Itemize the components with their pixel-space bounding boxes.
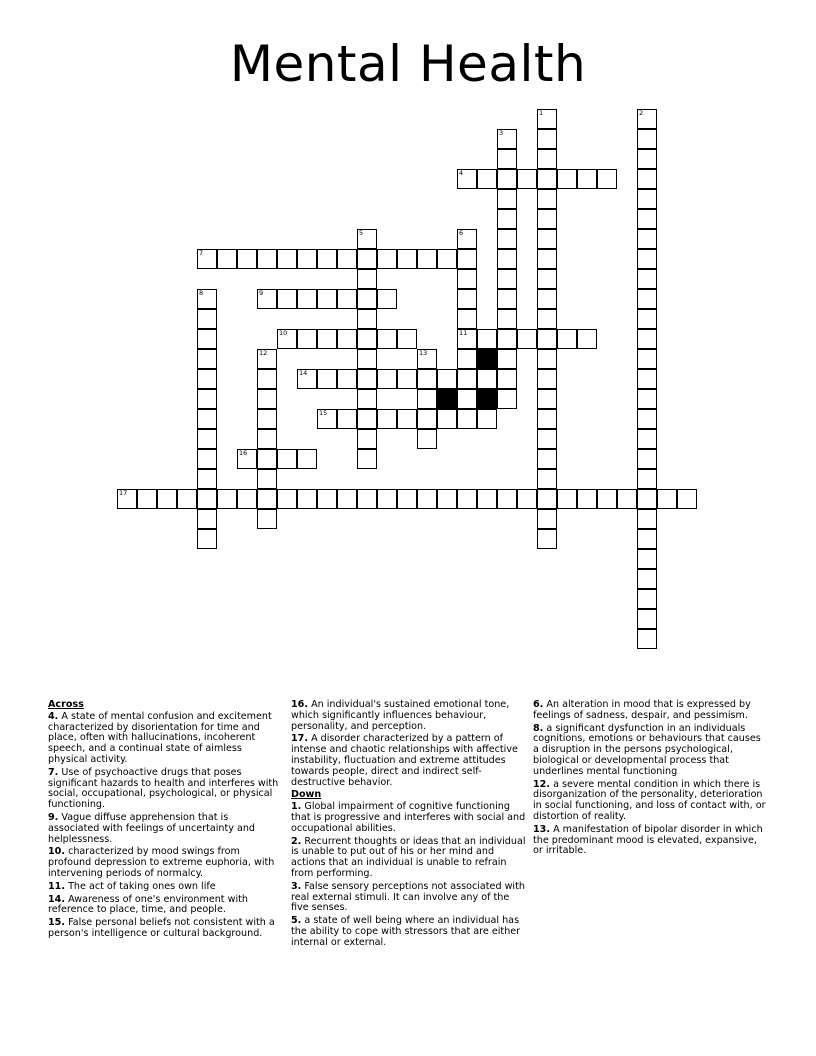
grid-cell[interactable] bbox=[477, 489, 497, 509]
grid-cell[interactable] bbox=[337, 249, 357, 269]
grid-cell[interactable] bbox=[237, 249, 257, 269]
grid-cell[interactable] bbox=[637, 349, 657, 369]
grid-block bbox=[477, 349, 497, 369]
grid-cell[interactable] bbox=[637, 329, 657, 349]
clue-number: 11. bbox=[48, 880, 65, 892]
grid-cell[interactable] bbox=[277, 489, 297, 509]
grid-cell[interactable] bbox=[197, 409, 217, 429]
grid-cell[interactable] bbox=[557, 169, 577, 189]
grid-cell[interactable] bbox=[457, 329, 477, 349]
grid-cell[interactable] bbox=[217, 249, 237, 269]
grid-cell[interactable] bbox=[357, 389, 377, 409]
grid-cell[interactable] bbox=[157, 489, 177, 509]
grid-cell[interactable] bbox=[357, 489, 377, 509]
grid-cell[interactable] bbox=[337, 369, 357, 389]
grid-cell[interactable] bbox=[257, 449, 277, 469]
grid-cell[interactable] bbox=[197, 429, 217, 449]
grid-cell[interactable] bbox=[577, 169, 597, 189]
clue-text: a state of well being where an individual has the ability to cope with stressors that are either internal or external. bbox=[291, 915, 521, 948]
clue-number: 7. bbox=[48, 766, 59, 778]
clue-across-10 bbox=[48, 847, 282, 879]
grid-cell[interactable] bbox=[317, 369, 337, 389]
cell-number: 9 bbox=[259, 289, 264, 297]
grid-cell[interactable] bbox=[197, 289, 217, 309]
clue-across-11 bbox=[48, 882, 282, 893]
grid-cell[interactable] bbox=[297, 289, 317, 309]
grid-cell[interactable] bbox=[637, 489, 657, 509]
clue-across-15 bbox=[48, 918, 282, 940]
grid-cell[interactable] bbox=[377, 249, 397, 269]
grid-cell[interactable] bbox=[477, 329, 497, 349]
grid-cell[interactable] bbox=[377, 489, 397, 509]
grid-cell[interactable] bbox=[257, 469, 277, 489]
grid-cell[interactable] bbox=[497, 489, 517, 509]
grid-cell[interactable] bbox=[537, 269, 557, 289]
grid-cell[interactable] bbox=[597, 169, 617, 189]
grid-cell[interactable] bbox=[457, 369, 477, 389]
grid-cell[interactable] bbox=[457, 309, 477, 329]
clue-number: 4. bbox=[48, 710, 59, 722]
grid-cell[interactable] bbox=[117, 489, 137, 509]
grid-cell[interactable] bbox=[357, 309, 377, 329]
cell-number: 4 bbox=[459, 169, 464, 177]
grid-cell[interactable] bbox=[137, 489, 157, 509]
clue-text: False sensory perceptions not associated with real external stimuli. It can involve any of the five senses. bbox=[291, 880, 525, 914]
grid-cell[interactable] bbox=[197, 329, 217, 349]
grid-cell[interactable] bbox=[457, 389, 477, 409]
grid-cell[interactable] bbox=[457, 349, 477, 369]
grid-cell[interactable] bbox=[397, 489, 417, 509]
cell-number: 11 bbox=[459, 329, 468, 337]
grid-cell[interactable] bbox=[537, 349, 557, 369]
grid-cell[interactable] bbox=[637, 549, 657, 569]
grid-cell[interactable] bbox=[177, 489, 197, 509]
grid-cell[interactable] bbox=[417, 409, 437, 429]
grid-cell[interactable] bbox=[537, 209, 557, 229]
grid-cell[interactable] bbox=[497, 329, 517, 349]
grid-cell[interactable] bbox=[257, 429, 277, 449]
grid-cell[interactable] bbox=[357, 369, 377, 389]
grid-cell[interactable] bbox=[537, 309, 557, 329]
grid-cell[interactable] bbox=[477, 409, 497, 429]
grid-cell[interactable] bbox=[537, 189, 557, 209]
grid-cell[interactable] bbox=[457, 289, 477, 309]
grid-cell[interactable] bbox=[637, 169, 657, 189]
grid-cell[interactable] bbox=[617, 489, 637, 509]
grid-cell[interactable] bbox=[237, 449, 257, 469]
clue-across-17 bbox=[291, 734, 527, 788]
clue-number: 16. bbox=[291, 699, 308, 710]
clue-down-5 bbox=[291, 916, 527, 948]
clue-text: A manifestation of bipolar disorder in which the predominant mood is elevated, expansive, or irritable. bbox=[533, 823, 763, 857]
clue-text: Global impairment of cognitive functioning that is progressive and interferes with social and occupational abilities. bbox=[291, 801, 526, 834]
grid-cell[interactable] bbox=[297, 329, 317, 349]
cell-number: 1 bbox=[539, 109, 544, 117]
grid-cell[interactable] bbox=[377, 409, 397, 429]
grid-cell[interactable] bbox=[637, 269, 657, 289]
grid-cell[interactable] bbox=[417, 489, 437, 509]
clue-across-4 bbox=[48, 712, 282, 766]
grid-cell[interactable] bbox=[277, 329, 297, 349]
clue-down-6 bbox=[533, 700, 769, 722]
grid-cell[interactable] bbox=[637, 409, 657, 429]
grid-cell[interactable] bbox=[357, 269, 377, 289]
grid-cell[interactable] bbox=[537, 169, 557, 189]
grid-cell[interactable] bbox=[377, 369, 397, 389]
grid-cell[interactable] bbox=[257, 509, 277, 529]
grid-cell[interactable] bbox=[497, 389, 517, 409]
grid-cell[interactable] bbox=[397, 409, 417, 429]
grid-cell[interactable] bbox=[637, 289, 657, 309]
grid-cell[interactable] bbox=[537, 529, 557, 549]
grid-cell[interactable] bbox=[557, 329, 577, 349]
grid-cell[interactable] bbox=[497, 229, 517, 249]
clue-across-14 bbox=[48, 895, 282, 917]
cell-number: 16 bbox=[239, 449, 248, 457]
grid-cell[interactable] bbox=[317, 409, 337, 429]
grid-cell[interactable] bbox=[437, 409, 457, 429]
clue-number: 9. bbox=[48, 811, 59, 823]
grid-cell[interactable] bbox=[677, 489, 697, 509]
clue-text: characterized by mood swings from profound depression to extreme euphoria, with intervening periods of normalcy. bbox=[48, 846, 275, 879]
clue-number: 8. bbox=[533, 722, 544, 734]
grid-cell[interactable] bbox=[537, 109, 557, 129]
grid-cell[interactable] bbox=[317, 329, 337, 349]
clue-across-9 bbox=[48, 813, 282, 845]
grid-cell[interactable] bbox=[497, 369, 517, 389]
grid-cell[interactable] bbox=[197, 469, 217, 489]
clue-text: Recurrent thoughts or ideas that an individual is unable to put out of his or her mind and actions that an individual is unable to refrain from performing. bbox=[291, 835, 526, 879]
grid-cell[interactable] bbox=[257, 489, 277, 509]
grid-cell[interactable] bbox=[517, 489, 537, 509]
clue-number: 14. bbox=[48, 893, 65, 905]
grid-cell[interactable] bbox=[197, 309, 217, 329]
clues-column-1 bbox=[48, 700, 282, 942]
clue-text: a significant dysfunction in an individuals cognitions, emotions or behaviours that causes a disruption in the persons psychological, biological or developmental process that underlines mental functioning bbox=[533, 722, 761, 777]
grid-cell[interactable] bbox=[537, 409, 557, 429]
grid-cell[interactable] bbox=[537, 449, 557, 469]
grid-cell[interactable] bbox=[437, 369, 457, 389]
grid-cell[interactable] bbox=[257, 369, 277, 389]
grid-cell[interactable] bbox=[297, 449, 317, 469]
grid-cell[interactable] bbox=[497, 349, 517, 369]
grid-cell[interactable] bbox=[637, 149, 657, 169]
clue-text: A state of mental confusion and excitement characterized by disorientation for time and place, often with hallucinations, incoherent speech, and a continual state of aimless physical activity. bbox=[48, 710, 272, 765]
cell-number: 8 bbox=[199, 289, 204, 297]
grid-cell[interactable] bbox=[357, 229, 377, 249]
grid-cell[interactable] bbox=[357, 249, 377, 269]
grid-cell[interactable] bbox=[457, 489, 477, 509]
grid-cell[interactable] bbox=[497, 189, 517, 209]
grid-cell[interactable] bbox=[537, 369, 557, 389]
grid-cell[interactable] bbox=[277, 249, 297, 269]
grid-cell[interactable] bbox=[297, 489, 317, 509]
clue-text: The act of taking ones own life bbox=[68, 880, 216, 892]
grid-cell[interactable] bbox=[557, 489, 577, 509]
grid-cell[interactable] bbox=[637, 129, 657, 149]
grid-cell[interactable] bbox=[457, 229, 477, 249]
grid-cell[interactable] bbox=[497, 209, 517, 229]
grid-cell[interactable] bbox=[357, 409, 377, 429]
grid-cell[interactable] bbox=[637, 569, 657, 589]
grid-cell[interactable] bbox=[657, 489, 677, 509]
grid-cell[interactable] bbox=[257, 409, 277, 429]
grid-cell[interactable] bbox=[637, 209, 657, 229]
clues-column-2 bbox=[291, 700, 527, 951]
grid-cell[interactable] bbox=[197, 449, 217, 469]
cell-number: 13 bbox=[419, 349, 428, 357]
grid-cell[interactable] bbox=[517, 329, 537, 349]
grid-cell[interactable] bbox=[637, 109, 657, 129]
grid-cell[interactable] bbox=[637, 609, 657, 629]
grid-cell[interactable] bbox=[297, 369, 317, 389]
grid-cell[interactable] bbox=[497, 249, 517, 269]
clue-number: 2. bbox=[291, 835, 302, 847]
grid-cell[interactable] bbox=[197, 349, 217, 369]
clue-down-12 bbox=[533, 780, 769, 823]
grid-cell[interactable] bbox=[437, 249, 457, 269]
grid-cell[interactable] bbox=[417, 249, 437, 269]
clue-text: False personal beliefs not consistent with a person's intelligence or cultural background. bbox=[48, 917, 275, 939]
grid-cell[interactable] bbox=[337, 409, 357, 429]
grid-cell[interactable] bbox=[477, 369, 497, 389]
clue-number: 1. bbox=[291, 801, 302, 813]
cell-number: 3 bbox=[499, 129, 504, 137]
grid-cell[interactable] bbox=[637, 629, 657, 649]
grid-cell[interactable] bbox=[477, 389, 497, 409]
grid-cell[interactable] bbox=[577, 489, 597, 509]
across-heading: Across bbox=[48, 699, 84, 710]
clue-text: An alteration in mood that is expressed by feelings of sadness, despair, and pessimism. bbox=[533, 699, 751, 721]
grid-cell[interactable] bbox=[337, 489, 357, 509]
grid-cell[interactable] bbox=[637, 529, 657, 549]
grid-cell[interactable] bbox=[337, 329, 357, 349]
grid-cell[interactable] bbox=[217, 489, 237, 509]
grid-cell[interactable] bbox=[537, 469, 557, 489]
clue-number: 13. bbox=[533, 823, 550, 835]
cell-number: 2 bbox=[639, 109, 644, 117]
clue-text: a severe mental condition in which there is disorganization of the personality, deterioration in social functioning, and loss of contact with, or distortion of reality. bbox=[533, 778, 766, 822]
clue-number: 10. bbox=[48, 846, 65, 858]
clue-across-16 bbox=[291, 700, 527, 732]
grid-cell[interactable] bbox=[317, 289, 337, 309]
cell-number: 10 bbox=[279, 329, 288, 337]
cell-number: 15 bbox=[319, 409, 328, 417]
cell-number: 17 bbox=[119, 489, 128, 497]
grid-cell[interactable] bbox=[417, 369, 437, 389]
grid-cell[interactable] bbox=[437, 489, 457, 509]
grid-cell[interactable] bbox=[637, 229, 657, 249]
clue-number: 12. bbox=[533, 778, 550, 790]
cell-number: 6 bbox=[459, 229, 464, 237]
clue-down-8 bbox=[533, 724, 769, 778]
grid-cell[interactable] bbox=[317, 489, 337, 509]
grid-cell[interactable] bbox=[497, 309, 517, 329]
grid-cell[interactable] bbox=[457, 269, 477, 289]
grid-block bbox=[437, 389, 457, 409]
grid-cell[interactable] bbox=[637, 249, 657, 269]
clue-text: Vague diffuse apprehension that is associated with feelings of uncertainty and helplessness. bbox=[48, 811, 256, 845]
grid-cell[interactable] bbox=[537, 489, 557, 509]
grid-cell[interactable] bbox=[397, 249, 417, 269]
grid-cell[interactable] bbox=[537, 149, 557, 169]
cell-number: 14 bbox=[299, 369, 308, 377]
grid-cell[interactable] bbox=[537, 289, 557, 309]
grid-cell[interactable] bbox=[637, 369, 657, 389]
grid-cell[interactable] bbox=[277, 289, 297, 309]
grid-cell[interactable] bbox=[237, 489, 257, 509]
grid-cell[interactable] bbox=[537, 509, 557, 529]
grid-cell[interactable] bbox=[537, 389, 557, 409]
grid-cell[interactable] bbox=[357, 449, 377, 469]
grid-cell[interactable] bbox=[337, 289, 357, 309]
grid-cell[interactable] bbox=[637, 309, 657, 329]
grid-cell[interactable] bbox=[497, 269, 517, 289]
clue-number: 6. bbox=[533, 699, 544, 710]
grid-cell[interactable] bbox=[497, 169, 517, 189]
grid-cell[interactable] bbox=[577, 329, 597, 349]
grid-cell[interactable] bbox=[197, 249, 217, 269]
cell-number: 12 bbox=[259, 349, 268, 357]
grid-cell[interactable] bbox=[477, 169, 497, 189]
clue-number: 17. bbox=[291, 733, 308, 745]
grid-cell[interactable] bbox=[197, 529, 217, 549]
grid-cell[interactable] bbox=[537, 129, 557, 149]
grid-cell[interactable] bbox=[637, 589, 657, 609]
clue-text: A disorder characterized by a pattern of intense and chaotic relationships with affective instability, fluctuation and extreme attitudes towards people, direct and indirect self-destructive behavior. bbox=[291, 733, 518, 788]
clue-number: 3. bbox=[291, 880, 302, 892]
grid-cell[interactable] bbox=[637, 429, 657, 449]
grid-cell[interactable] bbox=[497, 129, 517, 149]
grid-cell[interactable] bbox=[537, 429, 557, 449]
grid-cell[interactable] bbox=[517, 169, 537, 189]
grid-cell[interactable] bbox=[277, 449, 297, 469]
grid-cell[interactable] bbox=[417, 349, 437, 369]
grid-cell[interactable] bbox=[257, 349, 277, 369]
grid-cell[interactable] bbox=[497, 149, 517, 169]
grid-cell[interactable] bbox=[357, 349, 377, 369]
clue-text: An individual's sustained emotional tone, which significantly influences behaviour, personality, and perception. bbox=[291, 699, 510, 732]
grid-cell[interactable] bbox=[537, 329, 557, 349]
grid-cell[interactable] bbox=[257, 249, 277, 269]
clue-down-2 bbox=[291, 837, 527, 880]
grid-cell[interactable] bbox=[317, 249, 337, 269]
clue-number: 15. bbox=[48, 917, 65, 929]
grid-cell[interactable] bbox=[637, 189, 657, 209]
grid-cell[interactable] bbox=[257, 389, 277, 409]
clue-down-1 bbox=[291, 802, 527, 834]
grid-cell[interactable] bbox=[357, 429, 377, 449]
cell-number: 7 bbox=[199, 249, 204, 257]
clue-across-7 bbox=[48, 768, 282, 811]
grid-cell[interactable] bbox=[397, 329, 417, 349]
cell-number: 5 bbox=[359, 229, 364, 237]
grid-cell[interactable] bbox=[397, 369, 417, 389]
clue-down-13 bbox=[533, 825, 769, 857]
puzzle-title: Mental Health bbox=[229, 35, 587, 93]
grid-cell[interactable] bbox=[637, 509, 657, 529]
grid-cell[interactable] bbox=[417, 389, 437, 409]
grid-cell[interactable] bbox=[597, 489, 617, 509]
grid-cell[interactable] bbox=[257, 289, 277, 309]
down-heading: Down bbox=[291, 789, 322, 801]
grid-cell[interactable] bbox=[377, 329, 397, 349]
grid-cell[interactable] bbox=[457, 249, 477, 269]
grid-cell[interactable] bbox=[197, 389, 217, 409]
grid-cell[interactable] bbox=[637, 469, 657, 489]
grid-cell[interactable] bbox=[637, 389, 657, 409]
clue-text: Use of psychoactive drugs that poses significant hazards to health and interferes with social, occupational, psychological, or physical functioning. bbox=[48, 766, 279, 811]
grid-cell[interactable] bbox=[197, 369, 217, 389]
grid-cell[interactable] bbox=[357, 329, 377, 349]
grid-cell[interactable] bbox=[457, 409, 477, 429]
clue-text: Awareness of one's environment with reference to place, time, and people. bbox=[48, 893, 248, 916]
grid-cell[interactable] bbox=[537, 249, 557, 269]
grid-cell[interactable] bbox=[377, 289, 397, 309]
grid-cell[interactable] bbox=[197, 489, 217, 509]
grid-cell[interactable] bbox=[417, 429, 437, 449]
clues-column-3 bbox=[533, 700, 769, 859]
grid-cell[interactable] bbox=[537, 229, 557, 249]
grid-cell[interactable] bbox=[497, 289, 517, 309]
clue-number: 5. bbox=[291, 915, 302, 927]
grid-cell[interactable] bbox=[197, 509, 217, 529]
clue-down-3 bbox=[291, 882, 527, 914]
grid-cell[interactable] bbox=[297, 249, 317, 269]
grid-cell[interactable] bbox=[357, 289, 377, 309]
grid-cell[interactable] bbox=[457, 169, 477, 189]
grid-cell[interactable] bbox=[637, 449, 657, 469]
